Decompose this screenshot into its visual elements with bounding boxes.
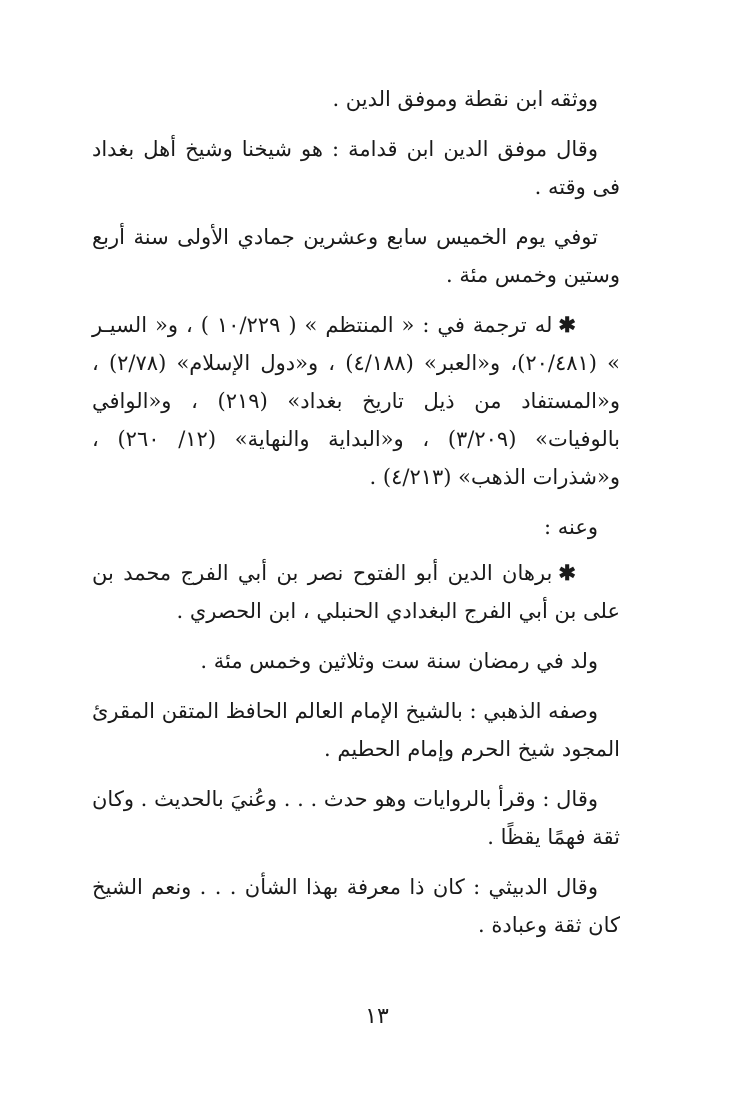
- paragraph: [92, 218, 620, 294]
- page-number: ١٣: [365, 1004, 389, 1029]
- paragraph: [92, 780, 620, 856]
- asterisk-icon: ✱: [558, 312, 576, 337]
- paragraph: [92, 508, 620, 546]
- paragraph-text: وصفه الذهبي : بالشيخ الإمام العالم الحافظ المتقن المقرئ المجود شيخ الحرم وإمام الحطيم .: [92, 699, 620, 761]
- paragraph-text: برهان الدين أبو الفتوح نصر بن أبي الفرج محمد بن على بن أبي الفرج البغدادي الحنبلي ، ابن الحصري .: [92, 561, 620, 623]
- paragraph: [92, 692, 620, 768]
- paragraph-text: توفي يوم الخميس سابع وعشرين جمادي الأولى سنة أربع وستين وخمس مئة .: [92, 225, 620, 287]
- body-text: [92, 80, 620, 956]
- paragraph-text: وعنه :: [543, 515, 598, 539]
- paragraph: [92, 868, 620, 944]
- biography-references-paragraph: [92, 306, 620, 496]
- paragraph-text: ووثقه ابن نقطة وموفق الدين .: [332, 87, 598, 111]
- entry-heading-paragraph: [92, 554, 620, 630]
- paragraph: [92, 642, 620, 680]
- paragraph-text: وقال موفق الدين ابن قدامة : هو شيخنا وشيخ أهل بغداد فى وقته .: [92, 137, 620, 199]
- paragraph-text: وقال : وقرأ بالروايات وهو حدث . . . وعُنيَ بالحديث . وكان ثقة فهمًا يقظًا .: [92, 787, 620, 849]
- paragraph-text: له ترجمة في : « المنتظم » ( ١٠/٢٢٩ ) ، و« السيـر » (٢٠/٤٨١)، و«العبر» (٤/١٨٨) ، و«دول الإسلام» (٢/٧٨) ، و«المستفاد من ذيل تاريخ بغداد» (٢١٩) ، و«الوافي بالوفيات» (٣/٢٠٩) ، و«البداية والنهاية» (١٢/ ٢٦٠) ، و«شذرات الذهب» (٤/٢١٣) .: [92, 313, 621, 489]
- asterisk-icon: ✱: [558, 560, 576, 585]
- paragraph-text: وقال الدبيثي : كان ذا معرفة بهذا الشأن . . . ونعم الشيخ كان ثقة وعبادة .: [92, 875, 620, 937]
- paragraph: [92, 130, 620, 206]
- paragraph: [92, 80, 620, 118]
- paragraph-text: ولد في رمضان سنة ست وثلاثين وخمس مئة .: [200, 649, 598, 673]
